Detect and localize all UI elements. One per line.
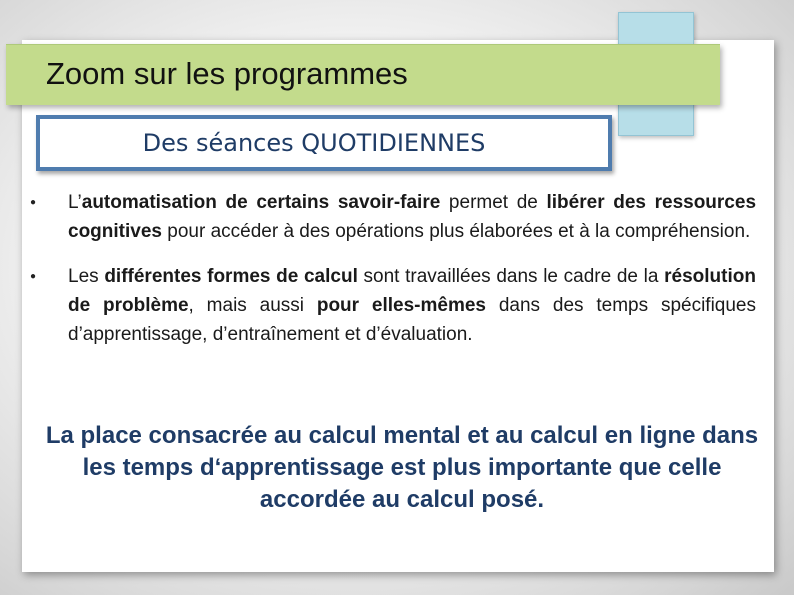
bullet-segment: pour accéder à des opérations plus élaborées et à la compréhension.	[161, 221, 751, 242]
bullet-segment: sont travaillées dans le cadre de la	[357, 266, 665, 287]
bullet-icon: ●	[30, 197, 37, 208]
conclusion-text: La place consacrée au calcul mental et au calcul en ligne dans les temps d‘apprentissage est plus importante que celle accordée au calcul posé.	[45, 422, 759, 513]
bullet-segment-bold: automatisation de certains savoir-faire	[81, 192, 441, 213]
bullet-segment: L’	[68, 192, 82, 213]
list-item	[30, 188, 756, 246]
bullet-text	[68, 266, 756, 345]
bullet-segment-bold: pour elles-mêmes	[316, 295, 486, 316]
bullet-segment-bold: différentes formes de calcul	[104, 266, 358, 287]
bullet-list	[30, 188, 756, 365]
bullet-text	[68, 192, 756, 242]
list-item	[30, 262, 756, 349]
bullet-segment: permet de	[440, 192, 547, 213]
subtitle-box	[36, 115, 612, 171]
bullet-segment: dans des temps spécifiques d’apprentissage, d’entraînement et d’évaluation.	[68, 295, 756, 345]
bullet-icon: ●	[30, 271, 37, 282]
slide-title: Zoom sur les programmes	[46, 56, 408, 91]
bullet-segment-bold: résolution de problème	[68, 266, 756, 316]
bullet-segment: , mais aussi	[188, 295, 317, 316]
bullet-segment: Les	[68, 266, 105, 287]
bullet-segment-bold: libérer des ressources cognitives	[68, 192, 757, 242]
slide-subtitle: Des séances QUOTIDIENNES	[142, 129, 486, 157]
